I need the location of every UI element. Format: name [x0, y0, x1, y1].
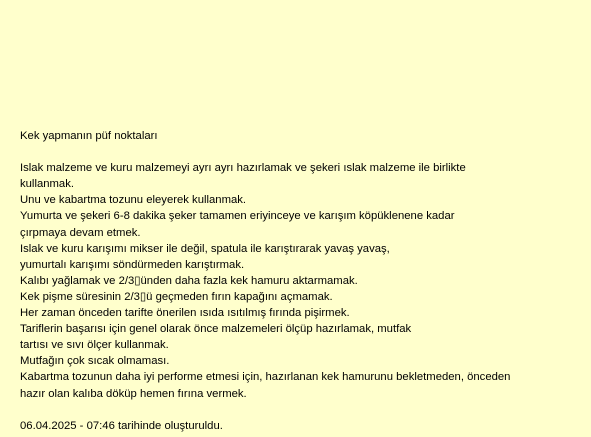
- tip-line: Tariflerin başarısı için genel olarak önce malzemeleri ölçüp hazırlamak, mutfak: [20, 323, 412, 336]
- footer-timestamp: 06.04.2025 - 07:46 tarihinde oluşturuldu.: [20, 419, 223, 432]
- tip-line: kullanmak.: [20, 178, 74, 191]
- tip-line: Islak malzeme ve kuru malzemeyi ayrı ayrı hazırlamak ve şekeri ıslak malzeme ile birlikte: [20, 162, 466, 175]
- tip-line: Mutfağın çok sıcak olmaması.: [20, 355, 170, 368]
- tip-line: Islak ve kuru karışımı mikser ile değil, spatula ile karıştırarak yavaş yavaş,: [20, 242, 390, 255]
- tip-line: hazır olan kalıba döküp hemen fırına vermek.: [20, 387, 247, 400]
- tips-list: [20, 160, 580, 401]
- tip-line: yumurtalı karışımı söndürmeden karıştırmak.: [20, 258, 245, 271]
- tip-line: çırpmaya devam etmek.: [20, 226, 141, 239]
- tip-line: Unu ve kabartma tozunu eleyerek kullanmak.: [20, 194, 247, 207]
- tip-line: tartısı ve sıvı ölçer kullanmak.: [20, 339, 169, 352]
- tip-line: Kek pişme süresinin 2/3▯ü geçmeden fırın kapağını açmamak.: [20, 290, 333, 303]
- tip-line: Her zaman önceden tarifte önerilen ısıda ısıtılmış fırında pişirmek.: [20, 307, 350, 320]
- tip-line: Kalıbı yağlamak ve 2/3▯ünden daha fazla kek hamuru aktarmamak.: [20, 274, 358, 287]
- spacer: [20, 402, 580, 418]
- page-title: Kek yapmanın püf noktaları: [20, 130, 158, 142]
- tip-line: Yumurta ve şekeri 6-8 dakika şeker tamamen eriyinceye ve karışım köpüklenene kadar: [20, 210, 455, 223]
- spacer: [20, 144, 580, 160]
- document-content: [20, 128, 580, 434]
- tip-line: Kabartma tozunun daha iyi performe etmesi için, hazırlanan kek hamurunu bekletmeden, önceden: [20, 371, 511, 384]
